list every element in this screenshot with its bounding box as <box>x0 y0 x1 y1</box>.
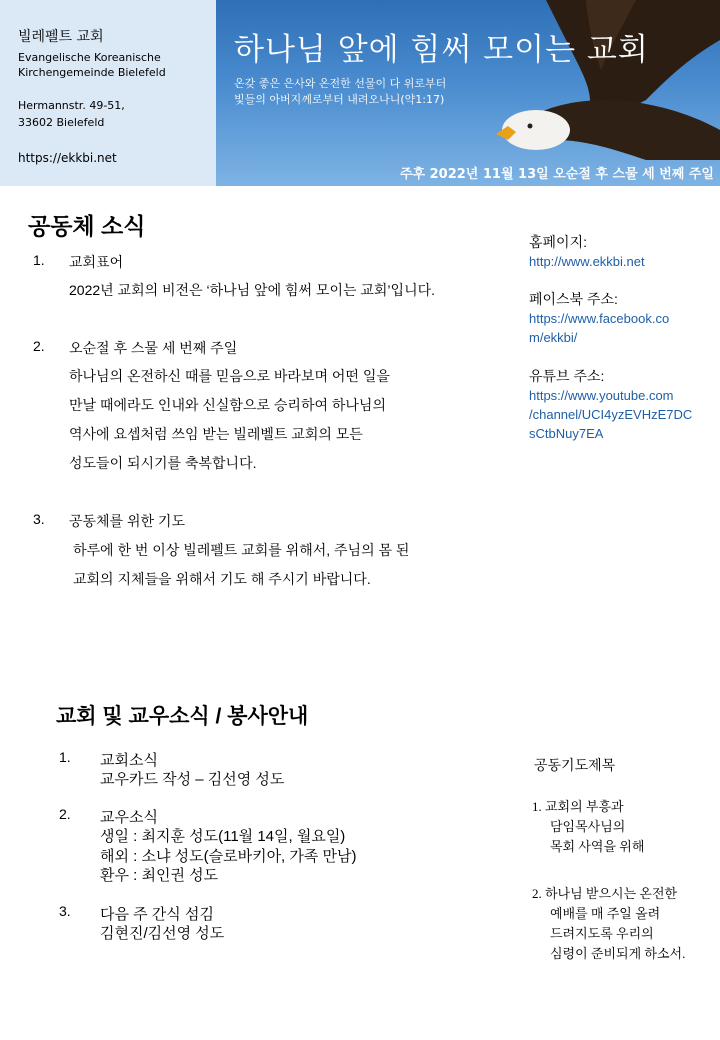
homepage-link[interactable]: http://www.ekkbi.net <box>529 254 645 269</box>
youtube-link-line-1: https://www.youtube.com <box>529 388 674 403</box>
prayer-item-2-line-1: 2. 하나님 받으시는 온전한 <box>532 886 678 901</box>
item-text: 하루에 한 번 이상 빌레펠트 교회를 위해서, 주님의 몸 된 <box>73 542 410 558</box>
verse-line-1: 온갖 좋은 은사와 온전한 선물이 다 위로부터 <box>234 77 447 90</box>
address-line-1: Hermannstr. 49-51, <box>18 99 125 112</box>
item-number: 1. <box>33 252 45 268</box>
item-number: 1. <box>59 749 71 765</box>
item-text: 교회의 지체들을 위해서 기도 해 주시기 바랍니다. <box>73 571 371 587</box>
website-link[interactable]: https://ekkbi.net <box>18 151 117 165</box>
item-heading: 오순절 후 스물 세 번째 주일 <box>69 340 238 356</box>
bulletin-header <box>0 0 720 186</box>
banner-title: 하나님 앞에 힘써 모이는 교회 <box>234 32 649 68</box>
item-text: 교우카드 작성 – 김선영 성도 <box>100 771 285 788</box>
banner <box>216 0 720 186</box>
member-news-title: 교회 및 교우소식 / 봉사안내 <box>56 705 309 728</box>
item-number: 2. <box>33 338 45 354</box>
item-heading: 교회소식 <box>100 752 158 769</box>
prayer-item-1-line-2: 담임목사님의 <box>550 819 626 834</box>
youtube-link[interactable] <box>529 386 709 443</box>
prayer-item-1-line-1: 1. 교회의 부흥과 <box>532 799 624 814</box>
service-date: 주후 2022년 11월 13일 오순절 후 스물 세 번째 주일 <box>399 167 714 182</box>
item-heading: 교우소식 <box>100 809 158 826</box>
item-heading: 공동체를 위한 기도 <box>69 513 185 529</box>
youtube-link-line-2: /channel/UCI4yzEVHzE7DC <box>529 407 693 422</box>
item-text: 만날 때에라도 인내와 신실함으로 승리하여 하나님의 <box>69 397 386 413</box>
item-text: 해외 : 소냐 성도(슬로바키아, 가족 만남) <box>100 848 357 865</box>
item-number: 3. <box>59 903 71 919</box>
church-info-panel <box>0 0 216 186</box>
german-name-line-1: Evangelische Koreanische <box>18 51 161 64</box>
facebook-link-line-1: https://www.facebook.co <box>529 311 670 326</box>
church-name: 빌레펠트 교회 <box>18 29 104 45</box>
facebook-label: 페이스북 주소: <box>529 291 618 307</box>
facebook-link[interactable] <box>529 309 709 347</box>
homepage-label: 홈페이지: <box>529 234 587 250</box>
scripture-verse <box>234 76 534 108</box>
item-text: 성도들이 되시기를 축복합니다. <box>69 455 257 471</box>
item-text: 2022년 교회의 비전은 ‘하나님 앞에 힘써 모이는 교회’입니다. <box>69 282 436 298</box>
item-number: 3. <box>33 511 45 527</box>
verse-line-2: 빛들의 아버지께로부터 내려오나니(약1:17) <box>234 93 445 106</box>
item-number: 2. <box>59 806 71 822</box>
address-line-2: 33602 Bielefeld <box>18 116 105 129</box>
facebook-link-line-2: m/ekkbi/ <box>529 330 578 345</box>
youtube-link-line-3: sCtbNuy7EA <box>529 426 604 441</box>
item-text: 생일 : 최지훈 성도(11월 14일, 월요일) <box>100 828 346 845</box>
prayer-item-2-line-4: 심령이 준비되게 하소서. <box>550 946 686 961</box>
german-name-line-2: Kirchengemeinde Bielefeld <box>18 66 166 79</box>
item-text: 환우 : 최인권 성도 <box>100 867 219 884</box>
community-news-title: 공동체 소식 <box>28 213 146 239</box>
item-heading: 다음 주 간식 섬김 <box>100 906 214 923</box>
youtube-label: 유튜브 주소: <box>529 368 605 384</box>
prayer-item-2-line-2: 예배를 매 주일 올려 <box>550 906 661 921</box>
prayer-item-2-line-3: 드려지도록 우리의 <box>550 926 654 941</box>
prayer-topics-title: 공동기도제목 <box>534 759 616 774</box>
item-text: 역사에 요셉처럼 쓰임 받는 빌레벨트 교회의 모든 <box>69 426 363 442</box>
item-text: 하나님의 온전하신 때를 믿음으로 바라보며 어떤 일을 <box>69 368 390 384</box>
item-heading: 교회표어 <box>69 254 124 270</box>
item-text: 김현진/김선영 성도 <box>100 925 225 942</box>
address <box>18 97 216 131</box>
prayer-item-1-line-3: 목회 사역을 위해 <box>550 839 645 854</box>
